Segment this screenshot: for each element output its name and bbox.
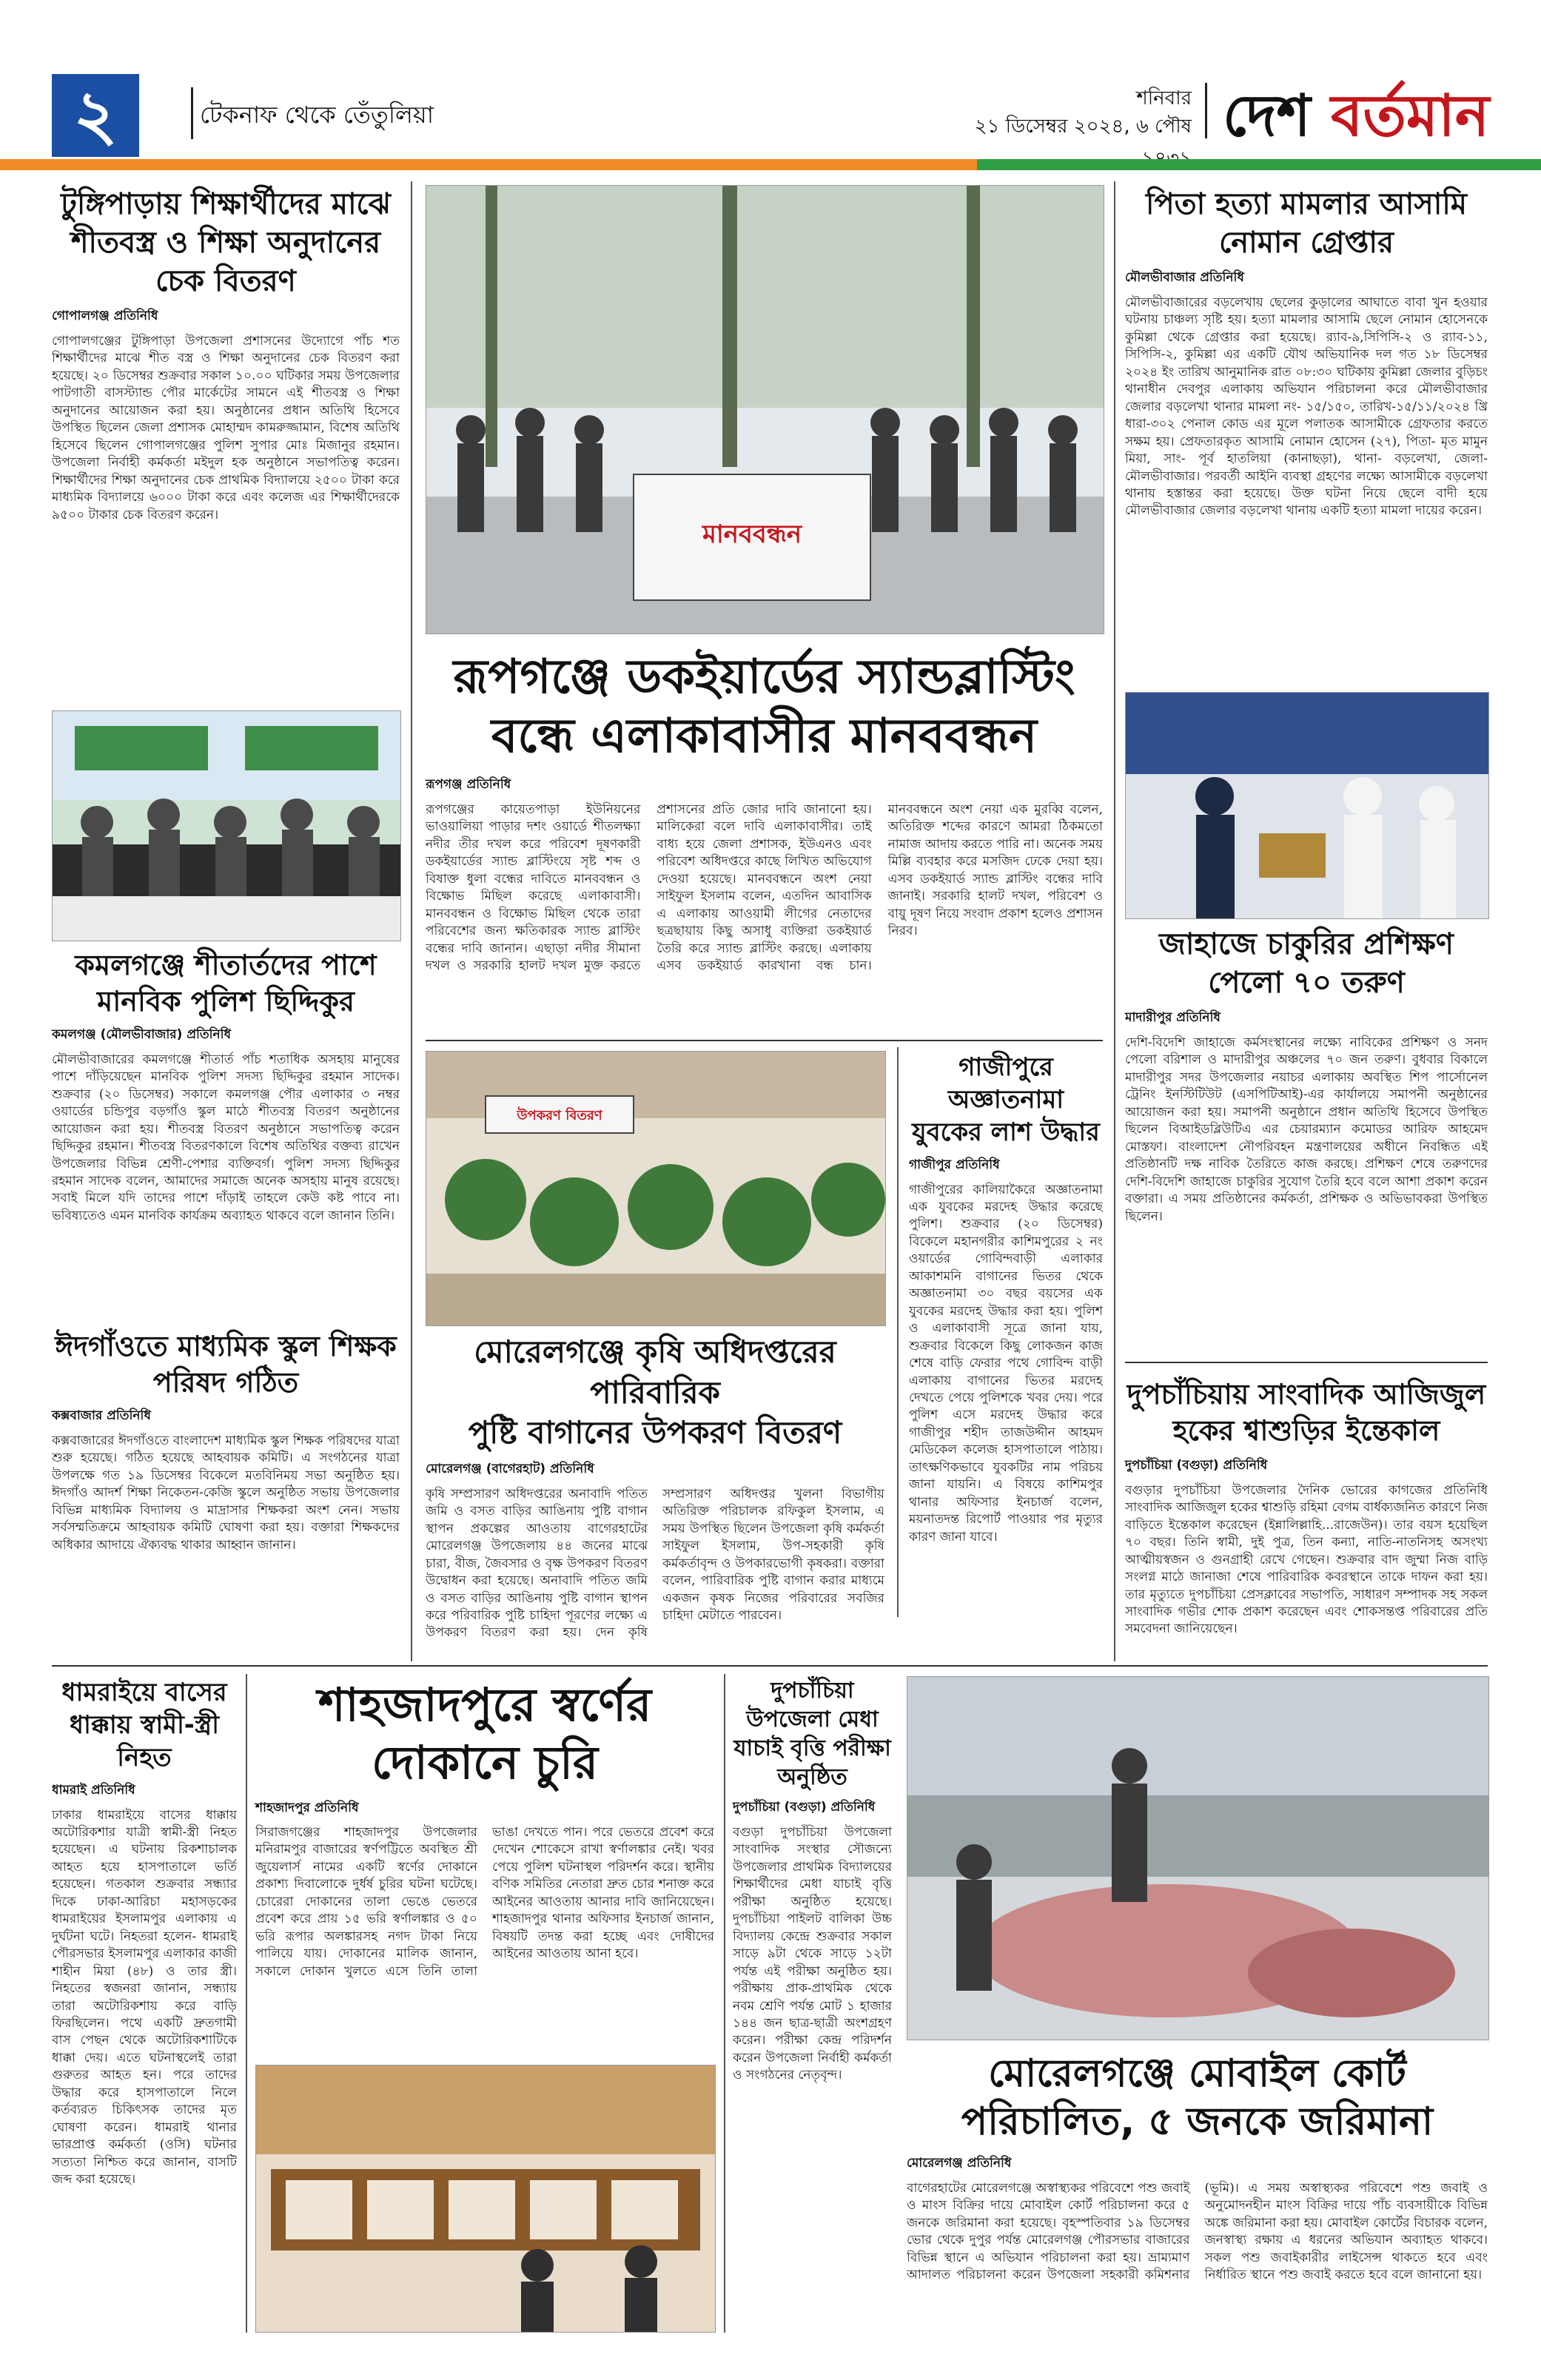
- article-noman: [1125, 185, 1488, 724]
- byline: মোরেলগঞ্জ প্রতিনিধি: [907, 2156, 1012, 2171]
- masthead-divider: [191, 87, 193, 139]
- headline: মোরেলগঞ্জে মোবাইল কোর্ট পরিচালিত, ৫ জনকে জরিমানা: [961, 2051, 1434, 2144]
- article-body: বগুড়ার দুপচাঁচিয়া উপজেলার দৈনিক ভোরের কাগজের প্রতিনিধি সাংবাদিক আজিজুল হকের শ্বাশুড়ি রহিমা বেগম বার্ধক্যজনিত কারণে নিজ বাড়িতে ইন্তেকাল করেছেন (ইন্নালিল্লাহি...রাজেউন)। তার বয়স হয়েছিল ৭০ বছর। তিনি স্বামী, দুই পুত্র, তিন কন্যা, নাতি-নাতনিসহ অসংখ্য আত্মীয়স্বজন ও গুনগ্রাহী রেখে গেছেন। শুক্রবার বাদ জুম্মা নিজ বাড়ি সংলগ্ন মাঠে জানাজা শেষে পারিবারিক কবরস্থানে তাকে দাফন করা হয়। তার মৃত্যুতে দুপচাঁচিয়া প্রেসক্লাবের সভাপতি, সাধারণ সম্পাদক সহ সকল সাংবাদিক গভীর শোক প্রকাশ করেছেন এবং শোকসন্তপ্ত পরিবারের প্রতি সমবেদনা জানিয়েছেন।: [1125, 1482, 1488, 1637]
- byline: কমলগঞ্জ (মৌলভীবাজার) প্রতিনিধি: [52, 1026, 232, 1042]
- column-divider: [246, 1674, 247, 2333]
- article-dhamrai: [52, 1676, 237, 2325]
- photo-kamalganj: [52, 710, 401, 941]
- article-body: মৌলভীবাজারের বড়লেখায় ছেলের কুড়ালের আঘাতে বাবা খুন হওয়ার ঘটনায় চাঞ্চল্য সৃষ্টি হয়। হত্যা মামলার আসামি ছেলে নোমান হোসেনকে কুমিল্লা থেকে গ্রেপ্তার করা হয়েছে। র‍্যাব-৯,সিপিসি-২ ও র‍্যাব-১১, সিপিসি-২, কুমিল্লা এর একটি যৌথ অভিযানিক দল গত ১৮ ডিসেম্বর ২০২৪ ইং তারিখ আনুমানিক রাত ০৮:৩০ ঘটিকায় কুমিল্লা জেলার বুড়িচং থানাধীন দেবপুর এলাকায় অভিযান পরিচালনা করে মৌলভীবাজার জেলার বড়লেখা থানার মামলা নং- ১৫/১৫০, তারিখ-১৫/১১/২০২৪ খ্রি ধারা-৩০২ পেনাল কোড এর মূলে পলাতক আসামীকে গ্রেফতার করতে সক্ষম হয়। প্রেফতারকৃত আসামি নোমান হোসেন (২৭), পিতা- মৃত মামুন মিয়া, সাং- পূর্ব হাতলিয়া (কানাছড়া), থানা- বড়লেখা, জেলা- মৌলভীবাজার। পরবর্তী আইনি ব্যবস্থা গ্রহণের লক্ষ্যে আসামীকে বড়লেখা থানায় হস্তান্তর করা হয়েছে। উক্ত ঘটনা নিয়ে ছেলে বাদী হয়ে মৌলভীবাজার জেলার বড়লেখা থানায় একটি হত্যা মামলা দায়ের করেন।: [1125, 295, 1488, 519]
- column-divider: [411, 181, 412, 1661]
- photo-rupganj: [426, 185, 1104, 634]
- headline-line-2: বন্ধে এলাকাবাসীর মানববন্ধন: [491, 709, 1038, 764]
- byline: গাজীপুর প্রতিনিধি: [909, 1157, 1000, 1172]
- article-kamalganj: [52, 947, 400, 1303]
- section-rule: [52, 1665, 1488, 1667]
- article-body: কৃষি সম্প্রসারণ অধিদপ্তরের অনাবাদি পতিত জমি ও বসত বাড়ির আঙিনায় পুষ্টি বাগান স্থাপন প্রকল্পের আওতায় বাগেরহাটের মোরেলগঞ্জ উপজেলায় ৪৪ জনের মাঝে চারা, বীজ, জৈবসার ও বৃক্ষ উপকরণ বিতরণ উদ্বোধন করা হয়েছে। অনাবাদি পতিত জমি ও বসত বাড়ির আঙিনায় পুষ্টি বাগান স্থাপন করে পরিবারিক পুষ্টি চাহিদা পূরণের লক্ষ্যে এ উপকরণ বিতরণ করা হয়। দেন কৃষি সম্প্রসারণ অধিদপ্তর খুলনা বিভাগীয় অতিরিক্ত পরিচালক রফিকুল ইসলাম, এ সময় উপস্থিত ছিলেন উপজেলা কৃষি কর্মকর্তা সাইফুল ইসলাম, উপ-সহকারী কৃষি কর্মকর্তাবৃন্দ ও উপকারভোগী কৃষকরা। বক্তারা বলেন, পারিবারিক পুষ্টি বাগান করার মাধ্যমে একজন কৃষক নিজের পরিবারের সবজির চাহিদা মেটাতে পারবেন।: [426, 1486, 884, 1641]
- column-divider: [724, 1674, 725, 2333]
- headline-line-1: রূপগঞ্জে ডকইয়ার্ডের স্যান্ডব্লাস্টিং: [453, 650, 1075, 705]
- byline: দুপচাঁচিয়া (বগুড়া) প্রতিনিধি: [1125, 1457, 1268, 1473]
- byline: গোপালগঞ্জ প্রতিনিধি: [52, 309, 158, 323]
- headline: শাহজাদপুরে স্বর্ণের দোকানে চুরি: [318, 1678, 652, 1789]
- headline: গাজীপুরে অজ্ঞাতনামা যুবকের লাশ উদ্ধার: [912, 1052, 1100, 1148]
- masthead-divider-right: [1205, 83, 1207, 138]
- article-body: মৌলভীবাজারের কমলগঞ্জে শীতার্ত পাঁচ শতাধিক অসহায় মানুষের পাশে দাঁড়িয়েছেন মানবিক পুলিশ সদস্য ছিদ্দিকুর রহমান সাদেক। শুক্রবার (২০ ডিসেম্বর) সকালে কমলগঞ্জ পৌর এলাকার ৩ নম্বর ওয়ার্ডের চন্ডিপুর বড়গাঁও স্কুল মাঠে শীতবস্ত্র বিতরণ অনুষ্ঠানের আয়োজন করা হয়। শীতবস্ত্র বিতরণ অনুষ্ঠানে সভাপতিত্ব করেন ছিদ্দিকুর রহমান। শীতবস্ত্র বিতরণকালে বিশেষ অতিথির বক্তব্য রাখেন উপজেলার বিভিন্ন শ্রেণী-পেশার ব্যক্তিবর্গ। পুলিশ সদস্য ছিদ্দিকুর রহমান সাদেক বলেন, আমাদের সমাজে অনেক অসহায় মানুষ রয়েছে। সবাই মিলে যদি তাদের পাশে দাঁড়াই তাহলে কেউ কষ্ট পাবে না। ভবিষ্যতেও এমন মানবিক কার্যক্রম অব্যাহত থাকবে বলে জানান তিনি।: [52, 1052, 400, 1223]
- photo-banner-text: মানববন্ধন: [702, 520, 802, 549]
- photo-morrelganj-pusti: [426, 1051, 886, 1326]
- article-dupchanchia-medha: [733, 1676, 892, 2290]
- section-title: টেকনাফ থেকে তেঁতুলিয়া: [200, 101, 434, 129]
- photo-morrelganj-court-image: [907, 1677, 1488, 2040]
- article-body: গোপালগঞ্জের টুঙ্গিপাড়া উপজেলা প্রশাসনের উদ্যোগে পাঁচ শত শিক্ষার্থীদের মাঝে শীত বস্ত্র ও শিক্ষা অনুদানের চেক বিতরণ করা হয়েছে। ২০ ডিসেম্বর শুক্রবার সকাল ১০.০০ ঘটিকার সময় উপজেলার পাটগাতী বাসস্ট্যান্ড পৌর মার্কেটের সামনে এই শীতবস্ত্র ও শিক্ষা অনুদানের আয়োজন করা হয়। অনুষ্ঠানের প্রধান অতিথি হিসেবে উপস্থিত ছিলেন জেলা প্রশাসক মোহাম্মদ কামরুজ্জামান, বিশেষ অতিথি হিসেবে ছিলেন গোপালগঞ্জের পুলিশ সুপার মোঃ মিজানুর রহমান। উপজেলা নির্বাহী কর্মকর্তা মইদুল হক অনুষ্ঠানে সভাপতিত্ব করেন। শিক্ষার্থীদের শিক্ষা অনুদানের চেক প্রাথমিক বিদ্যালয়ে ২৫০০ টাকা করে মাধ্যমিক বিদ্যালয়ে ৬০০০ টাকা করে এবং কলেজ এর শিক্ষার্থীদেরকে ৯৫০০ টাকার চেক বিতরণ করেন।: [52, 334, 400, 522]
- headline: দুপচাঁচিয়া উপজেলা মেধা যাচাই বৃত্তি পরীক্ষা অনুষ্ঠিত: [733, 1678, 891, 1790]
- headline: দুপচাঁচিয়ায় সাংবাদিক আজিজুল হকের শ্বাশুড়ির ইন্তেকাল: [1127, 1378, 1486, 1448]
- headline: কমলগঞ্জে শীতার্তদের পাশে মানবিক পুলিশ ছিদ্দিকুর: [75, 949, 377, 1018]
- article-tungipara: [52, 185, 400, 725]
- issue-date: ২১ ডিসেম্বর ২০২৪, ৬ পৌষ: [974, 115, 1192, 138]
- photo-jahaj-image: [1126, 693, 1488, 918]
- article-body: বাগেরহাটের মোরেলগঞ্জে অস্বাস্থ্যকর পরিবেশে পশু জবাই ও মাংস বিক্রির দায়ে মোবাইল কোর্ট পরিচালনা করে ৫ জনকে জরিমানা করা হয়েছে। বৃহস্পতিবার ১৯ ডিসেম্বর ভোর থেকে দুপুর পর্যন্ত মোরেলগঞ্জ পৌরসভার বাজারের বিভিন্ন স্থানে এ অভিযান পরিচালনা করা হয়। ভ্রাম্যমাণ আদালত পরিচালনা করেন উপজেলা সহকারী কমিশনার (ভূমি)। এ সময় অস্বাস্থ্যকর পরিবেশে পশু জবাই ও অনুমোদনহীন মাংস বিক্রির দায়ে পাঁচ ব্যবসায়ীকে বিভিন্ন অঙ্কে জরিমানা করা হয়। মোবাইল কোর্টের বিচারক বলেন, জনস্বাস্থ্য রক্ষায় এ ধরনের অভিযান অব্যাহত থাকবে। সকল পশু জবাইকারীর লাইসেন্স থাকতে হবে এবং নির্ধারিত স্থানে পশু জবাই করতে হবে বলে জানানো হয়।: [907, 2181, 1488, 2283]
- section-rule: [1125, 1362, 1488, 1363]
- byline: মাদারীপুর প্রতিনিধি: [1125, 1010, 1221, 1025]
- article-body: ঢাকার ধামরাইয়ে বাসের ধাক্কায় অটোরিকশার যাত্রী স্বামী-স্ত্রী নিহত হয়েছেন। এ ঘটনায় রিকশাচালক আহত হয়ে হাসপাতালে ভর্তি হয়েছেন। গতকাল শুক্রবার সন্ধ্যার দিকে ঢাকা-আরিচা মহাসড়কের ধামরাইয়ের ইসলামপুর এলাকায় এ দুর্ঘটনা ঘটে। নিহতরা হলেন- ধামরাই পৌরসভার ইসলামপুর এলাকার কাজী শাহীন মিয়া (৪৮) ও তার স্ত্রী। নিহতের স্বজনরা জানান, সন্ধ্যায় তারা অটোরিকশায় করে বাড়ি ফিরছিলেন। পথে একটি দ্রুতগামী বাস পেছন থেকে অটোরিকশাটিকে ধাক্কা দেয়। এতে ঘটনাস্থলেই তারা গুরুতর আহত হন। পরে তাদের উদ্ধার করে হাসপাতালে নিলে কর্তব্যরত চিকিৎসক তাদের মৃত ঘোষণা করেন। ধামরাই থানার ভারপ্রাপ্ত কর্মকর্তা (ওসি) ঘটনার সত্যতা নিশ্চিত করে জানান, বাসটি জব্দ করা হয়েছে।: [52, 1807, 237, 2188]
- shahjadpur-body: সিরাজগঞ্জের শাহজাদপুর উপজেলার মনিরামপুর বাজারের স্বর্ণপট্টিতে অবস্থিত শ্রী জুয়েলার্স নামের একটি স্বর্ণের দোকানে প্রকাশ্য দিবালোকে দুর্ধর্ষ চুরির ঘটনা ঘটেছে। চোরেরা দোকানের তালা ভেঙে ভেতরে প্রবেশ করে প্রায় ১৫ ভরি স্বর্ণালঙ্কার ও ৫০ ভরি রূপার অলঙ্কারসহ নগদ টাকা নিয়ে পালিয়ে যায়। দোকানের মালিক জানান, সকালে দোকান খুলতে এসে তিনি তালা ভাঙা দেখতে পান। পরে ভেতরে প্রবেশ করে দেখেন শোকেসে রাখা স্বর্ণালঙ্কার নেই। খবর পেয়ে পুলিশ ঘটনাস্থল পরিদর্শন করে। স্থানীয় বণিক সমিতির নেতারা দ্রুত চোর শনাক্ত করে আইনের আওতায় আনার দাবি জানিয়েছেন। শাহজাদপুর থানার অফিসার ইনচার্জ জানান, বিষয়টি তদন্ত করা হচ্ছে এবং দোষীদের আইনের আওতায় আনা হবে।: [255, 1825, 714, 1979]
- headline-line-2: পুষ্টি বাগানের উপকরণ বিতরণ: [468, 1414, 842, 1451]
- headline-line-1: মোরেলগঞ্জে কৃষি অধিদপ্তরের পারিবারিক: [474, 1334, 836, 1411]
- byline: দুপচাঁচিয়া (বগুড়া) প্রতিনিধি: [733, 1800, 876, 1815]
- photo-morrelganj-pusti-image: [426, 1052, 885, 1325]
- photo-shahjadpur-image: [256, 2065, 715, 2332]
- article-morrelganj-pusti: [426, 1332, 884, 1660]
- photo-morrelganj-court: [907, 1676, 1489, 2040]
- section-rule: [426, 1040, 1103, 1041]
- issue-day: শনিবার: [1136, 87, 1192, 110]
- article-body: গাজীপুরের কালিয়াকৈরে অজ্ঞাতনামা এক যুবকের মরদেহ উদ্ধার করেছে পুলিশ। শুক্রবার (২০ ডিসেম্বর) বিকেলে মহানগরীর কাশিমপুরের ২ নং ওয়ার্ডের গোবিন্দবাড়ী এলাকার আকাশমনি বাগানের ভিতর থেকে অজ্ঞাতনামা ৩০ বছর বয়সের এক যুবকের মরদেহ উদ্ধার করা হয়। পুলিশ ও এলাকাবাসী সূত্রে জানা যায়, শুক্রবার বিকেলে কিছু লোকজন কাজ শেষে বাড়ি ফেরার পথে গোবিন্দ বাড়ী এলাকায় বাগানের ভিতর মরদেহ দেখতে পেয়ে পুলিশকে খবর দেয়। পরে পুলিশ এসে মরদেহ উদ্ধার করে গাজীপুর শহীদ তাজউদ্দীন আহমদ মেডিকেল কলেজ হাসপাতালে পাঠায়। তাৎক্ষণিকভাবে যুবকটির নাম পরিচয় জানা যায়নি। এ বিষয়ে কাশিমপুর থানার অফিসার ইনচার্জ বলেন, ময়নাতদন্ত রিপোর্ট পাওয়ার পর মৃত্যুর কারণ জানা যাবে।: [909, 1182, 1103, 1544]
- photo-banner-text: উপকরণ বিতরণ: [517, 1108, 602, 1123]
- newspaper-logo: [1223, 71, 1489, 167]
- column-divider-right: [1114, 181, 1115, 1661]
- byline: রূপগঞ্জ প্রতিনিধি: [426, 777, 511, 792]
- article-morrelganj-court: [907, 2050, 1488, 2328]
- byline: ধামরাই প্রতিনিধি: [52, 1782, 135, 1798]
- photo-jahaj: [1125, 692, 1489, 919]
- article-shahjadpur: [255, 1676, 714, 1819]
- article-body: দেশি-বিদেশি জাহাজে কর্মসংস্থানের লক্ষ্যে নাবিকের প্রশিক্ষণ ও সনদ পেলো বরিশাল ও মাদারীপুর অঞ্চলের ৭০ জন তরুণ। বুধবার বিকালে মাদারীপুর সদর উপজেলার নয়াচর এলাকায় অবস্থিত শিপ পার্সোনেল ট্রেনিং ইনস্টিটিউট (এসপিটিআই)-এর কার্যালয়ে সমাপনী অনুষ্ঠানের আয়োজন করা হয়। সমাপনী অনুষ্ঠানে প্রধান অতিথি হিসেবে উপস্থিত ছিলেন বিআইডব্লিউটিএ এর চেয়ারম্যান কমোডর আরিফ আহমেদ মোস্তফা। বাংলাদেশ নৌপরিবহন মন্ত্রণালয়ের অধীনে নিবন্ধিত এই প্রতিষ্ঠানটি দক্ষ নাবিক তৈরিতে কাজ করছে। প্রশিক্ষণ শেষে তরুণদের দেশি-বিদেশি জাহাজে চাকুরির সুযোগ তৈরি হবে বলে আশা প্রকাশ করেন বক্তারা। এ সময় প্রতিষ্ঠানের কর্মকর্তা, প্রশিক্ষক ও অভিভাবকরা উপস্থিত ছিলেন।: [1125, 1035, 1488, 1224]
- article-body: বগুড়া দুপচাঁচিয়া উপজেলা সাংবাদিক সংস্থার সৌজন্যে উপজেলার প্রাথমিক বিদ্যালয়ের শিক্ষার্থীদের মেধা যাচাই বৃত্তি পরীক্ষা অনুষ্ঠিত হয়েছে। দুপচাঁচিয়া পাইলট বালিকা উচ্চ বিদ্যালয় কেন্দ্রে শুক্রবার সকাল সাড়ে ৯টা থেকে সাড়ে ১২টা পর্যন্ত এই পরীক্ষা অনুষ্ঠিত হয়। পরীক্ষায় প্রাক-প্রাথমিক থেকে নবম শ্রেণি পর্যন্ত মোট ১ হাজার ১৪৪ জন ছাত্র-ছাত্রী অংশগ্রহণ করেন। পরীক্ষা কেন্দ্র পরিদর্শন করেন উপজেলা নির্বাহী কর্মকর্তা ও সংগঠনের নেতৃবৃন্দ।: [733, 1825, 892, 2083]
- masthead-band-green: [977, 159, 1541, 170]
- byline: মোরেলগঞ্জ (বাগেরহাট) প্রতিনিধি: [426, 1461, 594, 1476]
- article-jahaj: [1125, 925, 1488, 1390]
- byline: শাহজাদপুর প্রতিনিধি: [255, 1801, 359, 1815]
- byline: মৌলভীবাজার প্রতিনিধি: [1125, 270, 1244, 285]
- column-divider: [897, 1047, 899, 1617]
- article-body: কক্সবাজারের ঈদগাঁওতে বাংলাদেশ মাধ্যমিক স্কুল শিক্ষক পরিষদের যাত্রা শুরু হয়েছে। গঠিত হয়েছে আহবায়ক কমিটি। এ সংগঠনের যাত্রা উপলক্ষে গত ১৯ ডিসেম্বর বিকেলে মতবিনিময় সভা অনুষ্ঠিত হয়। ঈদগাঁও আদর্শ শিক্ষা নিকেতন-কেজি স্কুলে অনুষ্ঠিত সভায় উপজেলার বিভিন্ন মাধ্যমিক বিদ্যালয় ও মাদ্রাসার শিক্ষকরা অংশ নেন। সভায় সর্বসম্মতিক্রমে আহবায়ক কমিটি ঘোষণা করা হয়। বক্তারা শিক্ষকদের অধিকার আদায়ে ঐক্যবদ্ধ থাকার আহ্বান জানান।: [52, 1433, 400, 1553]
- page-number-badge: ২: [52, 74, 139, 157]
- headline: ধামরাইয়ে বাসের ধাক্কায় স্বামী-স্ত্রী নিহত: [61, 1678, 227, 1773]
- logo-word-desh: দেশ: [1223, 83, 1311, 149]
- article-eidgaon: [52, 1328, 400, 1655]
- photo-kamalganj-image: [53, 711, 400, 941]
- photo-rupganj-image: [426, 186, 1104, 633]
- headline: পিতা হত্যা মামলার আসামি নোমান গ্রেপ্তার: [1146, 187, 1467, 260]
- byline: কক্সবাজার প্রতিনিধি: [52, 1408, 151, 1423]
- photo-shahjadpur: [255, 2065, 716, 2333]
- article-body: রূপগঞ্জের কায়েতপাড়া ইউনিয়নের ভাওয়ালিয়া পাড়ার দশং ওয়ার্ডে শীতলক্ষ্যা নদীর তীর দখল করে পরিবেশ দূষণকারী ডকইয়ার্ডের স্যান্ড ব্লাস্টিংয়ে সৃষ্ট শব্দ ও বিষাক্ত ধুলা বন্ধের দাবিতে মানববন্ধন ও বিক্ষোভ মিছিল করেছে এলাকাবাসী। মানববন্ধন ও বিক্ষোভ মিছিল থেকে তারা পরিবেশের জন্য ক্ষতিকারক স্যান্ড ব্লাস্টিং বন্ধের দাবি জানান। এছাড়া নদীর সীমানা দখল ও সরকারি হালট দখল মুক্ত করতে প্রশাসনের প্রতি জোর দাবি জানানো হয়। মালিকেরা বলে দাবি এলাকাবাসীর। তাই বাধ্য হয়ে জেলা প্রশাসক, ইউএনও এবং পরিবেশ অধিদপ্তরে কাছে লিখিত অভিযোগ দেওয়া হয়েছে। মানববন্ধনে অংশ নেয়া সাইফুল ইসলাম বলেন, এতদিন আবাসিক এ এলাকায় আওয়ামী লীগের নেতাদের ছত্রছায়ায় কিছু অসাধু ব্যক্তিরা ডকইয়ার্ড তৈরি করে স্যান্ড ব্লাস্টিং করছে। এলাকায় এসব ডকইয়ার্ড কারখানা বন্ধ চান। মানববন্ধনে অংশ নেয়া এক মুরব্বি বলেন, অতিরিক্ত শব্দের কারণে আমরা ঠিকমতো নামাজ আদায় করতে পারি না। অনেক সময় মিল্লি ব্যবহার করে মসজিদ ঢেকে দেয়া হয়। এসব ডকইয়ার্ড স্যান্ড ব্লাস্টিং বন্ধের দাবি জানাই। সরকারি হালট দখল, পরিবেশ ও বায়ু দূষণ নিয়ে সংবাদ প্রকাশ হলেও প্রশাসন নিরব।: [426, 802, 1103, 974]
- headline: জাহাজে চাকুরির প্রশিক্ষণ পেলো ৭০ তরুণ: [1159, 927, 1454, 1000]
- headline: ঈদগাঁওতে মাধ্যমিক স্কুল শিক্ষক পরিষদ গঠিত: [55, 1330, 397, 1399]
- logo-word-bortoman: বর্তমান: [1330, 83, 1490, 149]
- headline: টুঙ্গিপাড়ায় শিক্ষার্থীদের মাঝে শীতবস্ত্র ও শিক্ষা অনুদানের চেক বিতরণ: [61, 187, 391, 298]
- article-gazipur: [909, 1051, 1103, 1618]
